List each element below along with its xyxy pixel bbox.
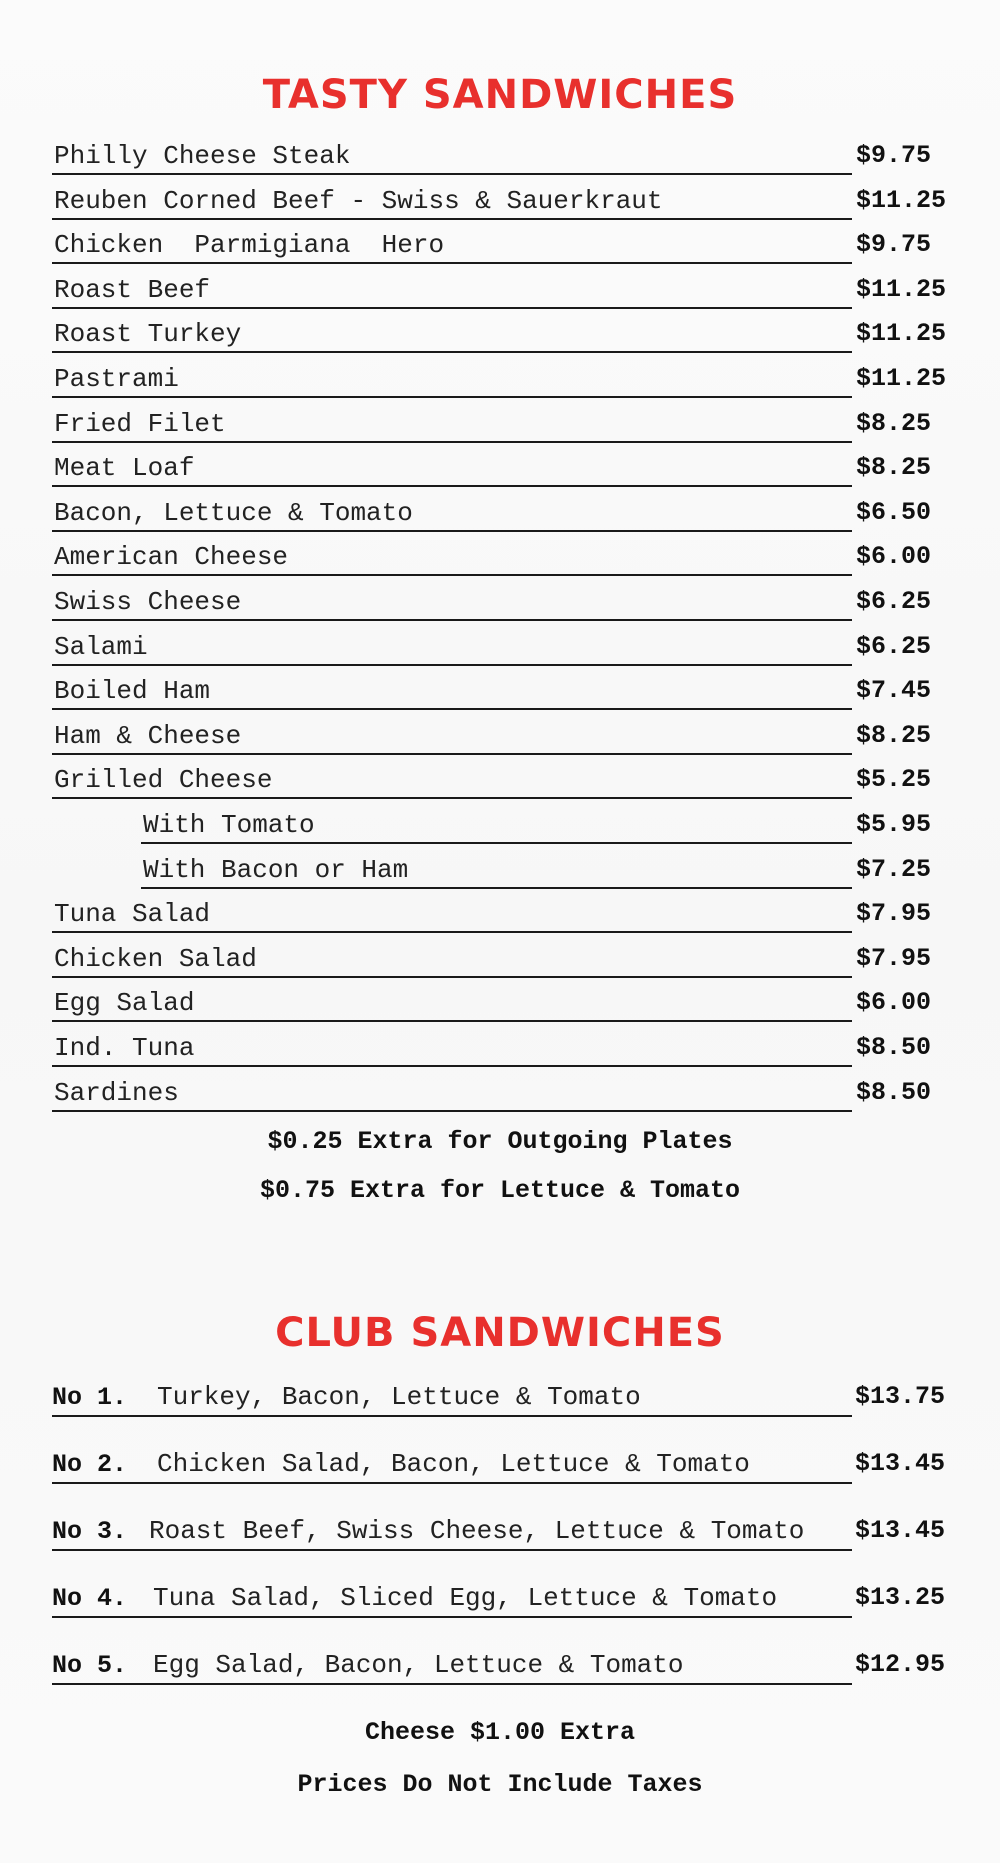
menu-item	[0, 714, 1000, 758]
item-price: $8.25	[856, 453, 932, 483]
item-underline	[52, 530, 852, 532]
item-underline	[52, 797, 852, 799]
item-price: $13.45	[855, 1449, 946, 1478]
item-underline	[52, 1482, 852, 1484]
menu-item	[0, 491, 1000, 535]
item-name: With Tomato	[143, 810, 315, 840]
item-name: Grilled Cheese	[54, 765, 273, 796]
item-underline	[141, 887, 852, 889]
item-price: $11.25	[856, 274, 947, 304]
item-price: $6.00	[856, 542, 932, 572]
item-underline	[52, 1065, 852, 1067]
item-underline	[52, 1110, 852, 1112]
item-price: $12.95	[855, 1650, 946, 1679]
item-underline	[52, 1616, 852, 1618]
menu-item	[0, 981, 1000, 1025]
menu-item	[0, 357, 1000, 401]
item-price: $11.25	[856, 185, 947, 215]
item-name: Boiled Ham	[54, 676, 211, 707]
item-price: $11.25	[856, 319, 947, 349]
item-underline	[141, 842, 852, 844]
item-price: $8.50	[856, 1033, 932, 1062]
menu-item	[0, 758, 1000, 802]
club-item	[0, 1509, 1000, 1555]
menu-item	[0, 402, 1000, 446]
item-underline	[52, 574, 852, 576]
item-name: Chicken Salad	[54, 943, 257, 974]
item-name: American Cheese	[54, 542, 289, 573]
club-sandwiches-title: CLUB SANDWICHES	[275, 1310, 725, 1356]
club-description: Roast Beef, Swiss Cheese, Lettuce & Tomato	[149, 1516, 805, 1546]
club-item	[0, 1576, 1000, 1622]
menu-item	[0, 937, 1000, 981]
item-price: $5.25	[856, 765, 932, 795]
item-name: Meat Loaf	[54, 453, 195, 484]
item-underline	[52, 307, 852, 309]
lettuce-tomato-note: $0.75 Extra for Lettuce & Tomato	[259, 1176, 741, 1205]
item-name: Salami	[54, 631, 148, 662]
club-number: No 5.	[52, 1651, 128, 1680]
item-price: $8.25	[856, 408, 932, 438]
item-price: $8.25	[856, 720, 932, 750]
club-number: No 2.	[52, 1450, 128, 1479]
item-name: Ind. Tuna	[54, 1033, 195, 1063]
item-underline	[52, 485, 852, 487]
taxes-note: Prices Do Not Include Taxes	[297, 1770, 703, 1799]
item-underline	[52, 619, 852, 621]
item-price: $13.45	[855, 1516, 946, 1545]
menu-item	[0, 625, 1000, 669]
item-name: Tuna Salad	[54, 899, 211, 930]
item-price: $13.25	[855, 1583, 946, 1612]
item-name: Reuben Corned Beef - Swiss & Sauerkraut	[54, 185, 663, 216]
menu-item	[0, 669, 1000, 713]
item-name: Fried Filet	[54, 408, 226, 439]
cheese-extra-note: Cheese $1.00 Extra	[364, 1718, 636, 1747]
item-price: $9.75	[856, 230, 932, 260]
tasty-sandwiches-title: TASTY SANDWICHES	[262, 72, 738, 118]
menu-subitem	[0, 803, 1000, 847]
item-underline	[52, 351, 852, 353]
menu-item	[0, 1026, 1000, 1070]
menu-item	[0, 892, 1000, 936]
item-underline	[52, 262, 852, 264]
item-price: $5.95	[856, 810, 932, 839]
item-underline	[52, 396, 852, 398]
menu-item	[0, 535, 1000, 579]
item-underline	[52, 1549, 852, 1551]
menu-item	[0, 179, 1000, 223]
item-name: With Bacon or Ham	[143, 854, 409, 885]
item-name: Egg Salad	[54, 988, 195, 1019]
club-number: No 1.	[52, 1383, 128, 1412]
item-underline	[52, 1415, 852, 1417]
item-name: Chicken Parmigiana Hero	[54, 230, 445, 261]
item-price: $7.95	[856, 943, 932, 973]
outgoing-plates-note: $0.25 Extra for Outgoing Plates	[267, 1127, 733, 1156]
item-underline	[52, 441, 852, 443]
menu-item	[0, 312, 1000, 356]
item-underline	[52, 218, 852, 220]
item-name: Philly Cheese Steak	[54, 141, 351, 171]
item-name: Pastrami	[54, 364, 179, 394]
item-name: Bacon, Lettuce & Tomato	[54, 497, 413, 528]
item-name: Roast Beef	[54, 274, 211, 305]
item-price: $7.45	[856, 676, 932, 706]
menu-item	[0, 223, 1000, 267]
item-price: $6.00	[856, 988, 932, 1018]
menu-item	[0, 446, 1000, 490]
item-name: Ham & Cheese	[54, 720, 242, 751]
club-item	[0, 1375, 1000, 1421]
menu-item	[0, 580, 1000, 624]
item-price: $11.25	[856, 364, 947, 393]
item-underline	[52, 664, 852, 666]
item-price: $6.25	[856, 631, 932, 661]
menu-item	[0, 1071, 1000, 1115]
item-price: $6.25	[856, 587, 932, 616]
club-description: Tuna Salad, Sliced Egg, Lettuce & Tomato	[153, 1583, 778, 1613]
item-price: $6.50	[856, 497, 932, 527]
club-item	[0, 1442, 1000, 1488]
item-underline	[52, 931, 852, 933]
item-underline	[52, 708, 852, 710]
club-description: Chicken Salad, Bacon, Lettuce & Tomato	[157, 1449, 750, 1479]
club-number: No 3.	[52, 1517, 128, 1546]
item-price: $9.75	[856, 141, 932, 170]
item-price: $13.75	[855, 1382, 946, 1411]
menu-subitem	[0, 848, 1000, 892]
item-underline	[52, 753, 852, 755]
club-number: No 4.	[52, 1584, 128, 1613]
item-price: $7.95	[856, 899, 932, 929]
item-price: $7.25	[856, 854, 932, 884]
menu-item	[0, 134, 1000, 178]
item-underline	[52, 173, 852, 175]
item-underline	[52, 1020, 852, 1022]
item-name: Swiss Cheese	[54, 587, 242, 617]
club-item	[0, 1643, 1000, 1689]
item-name: Roast Turkey	[54, 319, 242, 350]
item-name: Sardines	[54, 1077, 179, 1108]
item-underline	[52, 976, 852, 978]
club-description: Turkey, Bacon, Lettuce & Tomato	[157, 1382, 641, 1412]
item-price: $8.50	[856, 1077, 932, 1107]
club-description: Egg Salad, Bacon, Lettuce & Tomato	[153, 1650, 684, 1680]
menu-item	[0, 268, 1000, 312]
item-underline	[52, 1683, 852, 1685]
